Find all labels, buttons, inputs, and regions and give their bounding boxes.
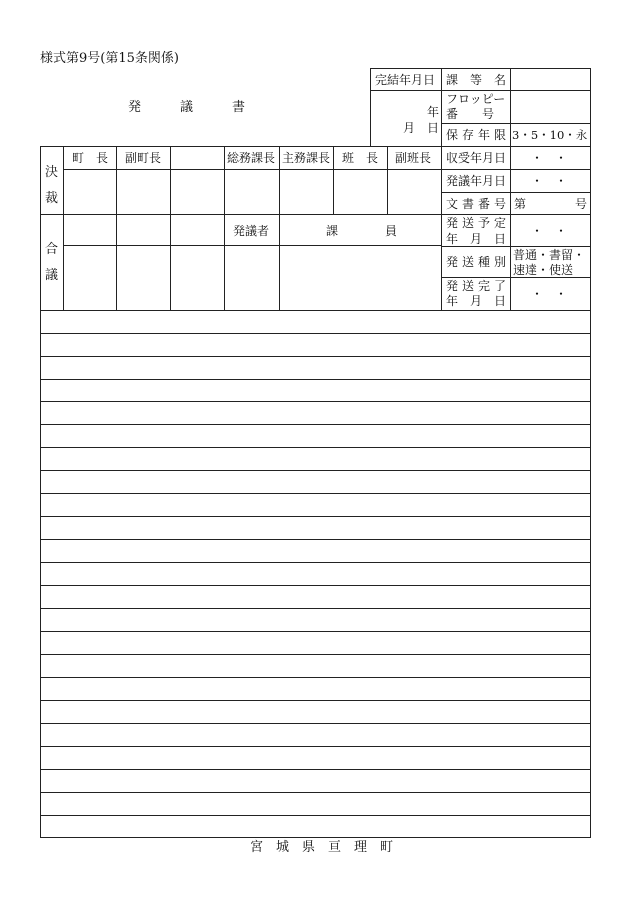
ruled-line [40,792,591,793]
retention-value: 3・5・10・永 [512,128,588,142]
role-mayor: 町 長 [72,151,109,165]
border [370,68,371,146]
border [441,68,442,310]
role-general-affairs-chief: 総務課長 [227,151,276,165]
role-group-leader: 班 長 [342,151,379,165]
completion-date-label: 完結年月日 [375,73,436,87]
send-complete-label-1: 発送完了 [446,279,511,293]
document-title: 発 議 書 [128,100,246,115]
border [441,192,591,193]
border [116,146,117,310]
ruled-line [40,769,591,770]
send-complete-label-2: 年 月 日 [446,294,507,308]
footer-town: 宮 城 県 亘 理 町 [250,840,394,855]
document-number-go: 号 [575,197,588,211]
ruled-line [40,447,591,448]
form-number: 様式第9号(第15条関係) [40,51,179,66]
ruled-line [40,539,591,540]
border [441,214,591,215]
completion-year: 年 [427,105,440,119]
member-label: 員 [385,224,398,238]
border [279,146,280,310]
scheduled-send-value: ・ ・ [531,224,568,238]
section-label: 課 [326,224,339,238]
border [63,146,64,310]
border [441,246,591,247]
border [40,214,441,215]
border [441,277,591,278]
ruled-line [40,493,591,494]
consultation-label: 合 議 [45,242,59,283]
ruled-line [40,837,591,838]
ruled-line [40,356,591,357]
completion-month-day: 月 日 [403,121,440,135]
ruled-line [40,310,591,311]
role-responsible-chief: 主務課長 [282,151,331,165]
send-complete-value: ・ ・ [531,287,568,301]
ruled-line [40,470,591,471]
role-deputy-group-leader: 副班長 [395,151,432,165]
floppy-label-2: 番 号 [446,107,495,121]
proposal-date-label: 発議年月日 [446,174,507,188]
scheduled-send-label-2: 年 月 日 [446,232,507,246]
scheduled-send-label-1: 発送予定 [446,216,511,230]
ruled-line [40,562,591,563]
border [63,245,441,246]
ruled-line [40,677,591,678]
ruled-line [40,516,591,517]
department-name-label: 課 等 名 [446,73,507,87]
ruled-line [40,401,591,402]
proposal-date-value: ・ ・ [531,174,568,188]
received-date-value: ・ ・ [531,151,568,165]
ruled-line [40,654,591,655]
proposer-label: 発議者 [233,224,270,238]
border [63,169,441,170]
ruled-line [40,631,591,632]
border [370,68,591,69]
send-type-value-2: 速達・使送 [513,263,574,277]
retention-label: 保存年限 [446,128,511,142]
send-type-label: 発送種別 [446,255,511,269]
border [224,146,225,310]
ruled-line [40,815,591,816]
ruled-line [40,424,591,425]
ruled-line [40,723,591,724]
role-deputy-mayor: 副町長 [125,151,162,165]
approval-label: 決 裁 [45,165,59,206]
send-type-value-1: 普通・書留・ [513,248,586,262]
border [370,90,591,91]
ruled-line [40,608,591,609]
border [40,146,41,838]
document-number-dai: 第 [514,197,527,211]
border [387,146,388,214]
border [170,146,171,310]
border [40,146,591,147]
border [333,146,334,214]
border [510,68,511,310]
received-date-label: 収受年月日 [446,151,507,165]
ruled-line [40,746,591,747]
document-number-label: 文書番号 [446,197,511,211]
ruled-line [40,585,591,586]
border [441,123,591,124]
ruled-line [40,333,591,334]
ruled-line [40,700,591,701]
border [441,169,591,170]
floppy-label-1: フロッピー [446,92,506,106]
ruled-line [40,379,591,380]
